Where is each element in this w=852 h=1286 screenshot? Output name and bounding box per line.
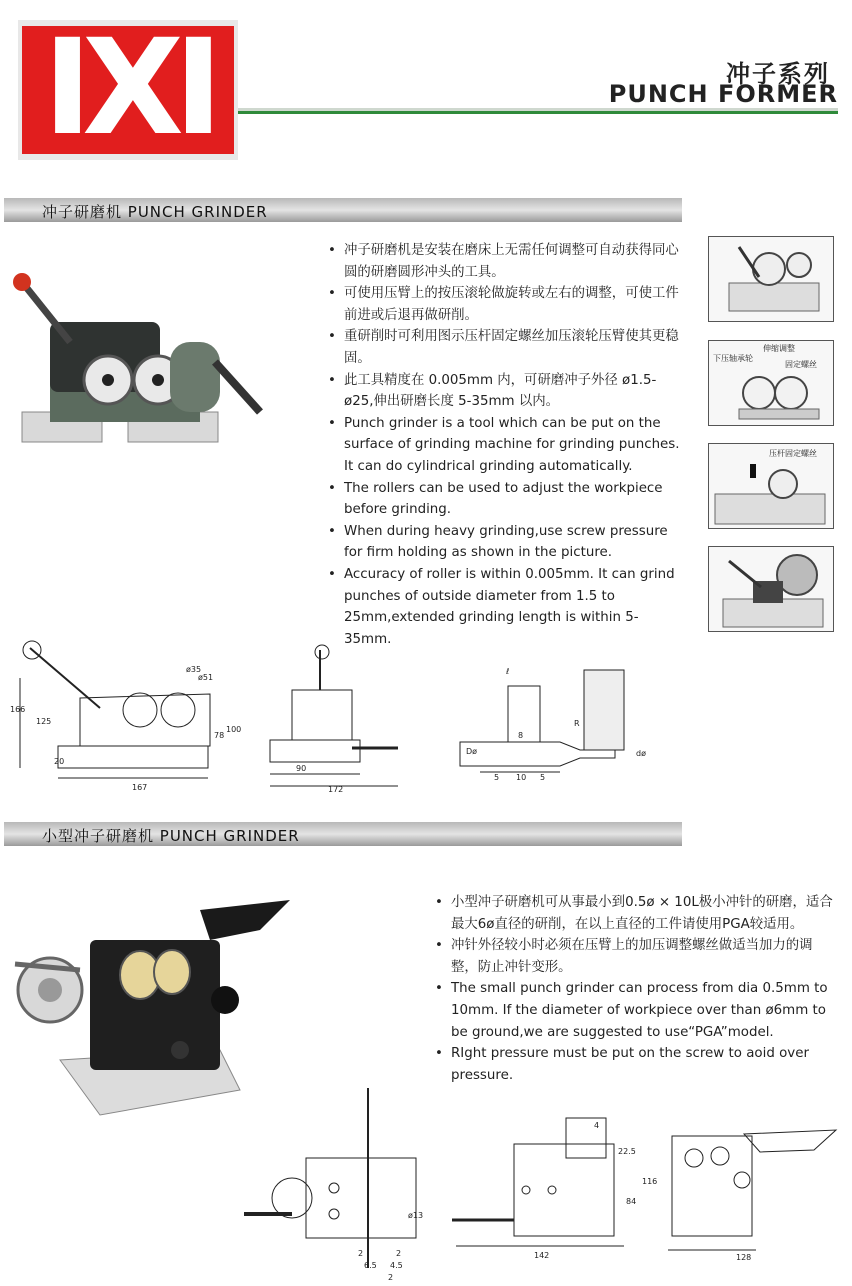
thumb-label: 下压轴承轮	[713, 354, 753, 363]
dim-label: 6.5	[364, 1261, 377, 1270]
feature-item: • The rollers can be used to adjust the workpiece before grinding.	[328, 478, 684, 521]
drawing-punch-detail	[440, 662, 685, 787]
dim-label: 4.5	[390, 1261, 403, 1270]
header-rule	[238, 108, 838, 116]
dim-label: 172	[328, 785, 344, 794]
dim-label: 2	[396, 1249, 402, 1258]
feature-item: • 冲子研磨机是安装在磨床上无需任何调整可自动获得同心圆的研磨圆形冲头的工具。	[328, 240, 684, 283]
punch-grinder-features	[328, 240, 684, 650]
series-title-en: PUNCH FORMER	[608, 80, 838, 108]
feature-item: • RIght pressure must be put on the screw to aoid over pressure.	[435, 1043, 837, 1086]
thumb-roller-adjustment	[708, 340, 834, 426]
section-bar-punch-grinder	[4, 198, 682, 222]
dim-label: R	[574, 719, 580, 728]
dim-label: 166	[10, 705, 26, 714]
feature-item: • 可使用压臂上的按压滚轮做旋转或左右的调整，可使工件前进或后退再做研削。	[328, 283, 684, 326]
brand-logo	[18, 11, 238, 165]
drawing-small-side-view	[448, 1114, 658, 1262]
dim-label: 128	[736, 1253, 752, 1262]
dim-label: 84	[626, 1197, 637, 1206]
thumb-screw-pressure	[708, 443, 834, 529]
dim-label: 125	[36, 717, 52, 726]
thumb-label: 伸缩调整	[763, 344, 795, 353]
feature-item: • When during heavy grinding,use screw pressure for firm holding as shown in the picture.	[328, 521, 684, 564]
series-title-cn: 冲子系列	[726, 60, 830, 88]
dim-label: 78	[214, 731, 225, 740]
logo-red-box	[22, 11, 234, 165]
dim-label: 20	[54, 757, 65, 766]
thumb-label: 压杆固定螺丝	[769, 449, 817, 458]
logo-text: IXI	[43, 11, 213, 165]
feature-item: • 冲针外径较小时必须在压臂上的加压调整螺丝做适当加力的调整，防止冲针变形。	[435, 935, 837, 978]
dim-label: Dø	[466, 747, 478, 756]
feature-item: • 小型冲子研磨机可从事最小到0.5ø × 10L极小冲针的研磨，适合最大6ø直径的研削，在以上直径的工件请使用PGA较适用。	[435, 892, 837, 935]
dim-label: ø13	[408, 1211, 424, 1220]
dim-label: 90	[296, 764, 307, 773]
drawing-small-end-view	[664, 1106, 844, 1264]
section-bar-small-punch-grinder	[4, 822, 682, 846]
feature-item: • Accuracy of roller is within 0.005mm. It can grind punches of outside diameter from 1.5 to 25mm,extended grinding length is within 5-35mm.	[328, 564, 684, 650]
drawing-side-view	[10, 638, 255, 798]
dim-label: 142	[534, 1251, 550, 1260]
dim-label: 167	[132, 783, 148, 792]
dim-label: 22.5	[618, 1147, 636, 1156]
feature-item: • Punch grinder is a tool which can be put on the surface of grinding machine for grinding punches. It can do cylindrical grinding automatically.	[328, 413, 684, 478]
feature-item: • 此工具精度在 0.005mm 内，可研磨冲子外径 ø1.5-ø25,伸出研磨长度 5-35mm 以内。	[328, 370, 684, 413]
dim-label: 100	[226, 725, 242, 734]
drawing-front-view	[262, 640, 402, 795]
dim-label: 2	[358, 1249, 364, 1258]
small-punch-grinder-features	[435, 892, 837, 1086]
dim-label: ø51	[198, 673, 214, 682]
thumb-mounted-on-grinder	[708, 236, 834, 322]
drawing-small-front-view	[238, 1078, 438, 1283]
dim-label: dø	[636, 749, 646, 758]
dim-label: 4	[594, 1121, 600, 1130]
dim-label: ø35	[186, 665, 202, 674]
dim-label: ℓ	[506, 667, 510, 676]
dim-label: 2	[388, 1273, 394, 1282]
thumb-label: 固定螺丝	[785, 360, 817, 369]
thumb-grinding-operation	[708, 546, 834, 632]
dim-label: 116	[642, 1177, 658, 1186]
feature-item: • 重研削时可利用图示压杆固定螺丝加压滚轮压臂使其更稳固。	[328, 326, 684, 369]
dim-label: 5	[494, 773, 500, 782]
dim-label: 10	[516, 773, 527, 782]
dim-label: 5	[540, 773, 546, 782]
feature-item: • The small punch grinder can process from dia 0.5mm to 10mm. If the diameter of workpiece over than ø6mm to be ground,we are suggested to use“PGA”model.	[435, 978, 837, 1043]
section-title: 小型冲子研磨机 PUNCH GRINDER	[42, 827, 300, 845]
section-title: 冲子研磨机 PUNCH GRINDER	[42, 203, 268, 221]
punch-grinder-photo	[10, 262, 280, 462]
dim-label: 8	[518, 731, 524, 740]
